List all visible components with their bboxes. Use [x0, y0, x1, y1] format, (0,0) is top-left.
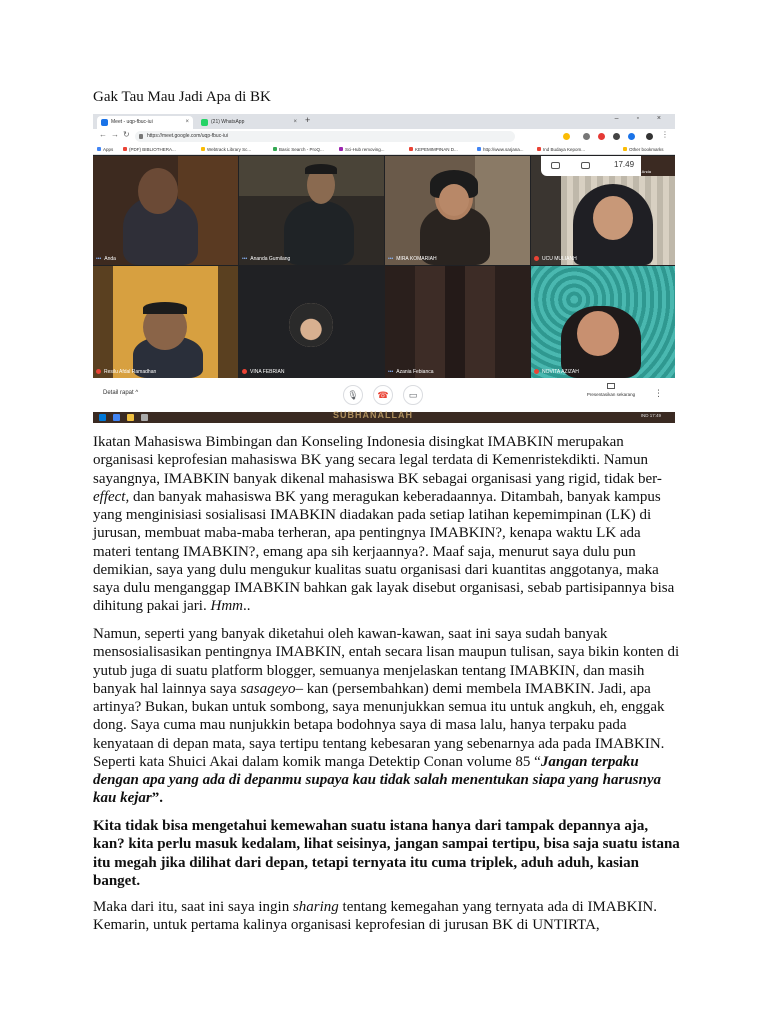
extension-icon[interactable] [598, 133, 605, 140]
participant-name: NOVITA AZIZAH [542, 369, 579, 375]
bookmarks-bar [93, 144, 675, 155]
text-run-italic: sharing [292, 899, 339, 915]
bookmark-item[interactable]: Ind Budaya Kepom... [537, 144, 585, 155]
menu-icon[interactable]: ⋮ [661, 130, 669, 139]
window-controls[interactable]: – ▫ × [614, 115, 669, 122]
forward-icon[interactable]: → [111, 130, 119, 139]
article-paragraph-3: Kita tidak bisa mengetahui kemewahan suatu istana hanya dari tampak depannya aja, kan? kita perlu masuk kedalam, lihat seisinya, jangan sampai tertipu, bisa saja suatu istana itu megah jika dilihat dari depan, tetapi ternyata itu cuma triplek, aduh aduh, kasian banget. [93, 818, 680, 889]
folder-taskbar-icon[interactable] [127, 414, 134, 421]
extension-icon[interactable] [583, 133, 590, 140]
bookmark-item[interactable]: http://www.sarjana... [477, 144, 524, 155]
chrome-taskbar-icon[interactable] [113, 414, 120, 421]
whatsapp-favicon-icon [201, 119, 208, 126]
participant-name: MIRA KOMARIAH [396, 256, 437, 262]
participant-tile[interactable]: ••• MIRA KOMARIAH [385, 156, 530, 265]
end-call-icon[interactable]: ☎ [373, 385, 393, 405]
url-field[interactable] [135, 131, 515, 142]
article-paragraph-4 [93, 898, 680, 935]
quote-text: Jangan terpaku dengan apa yang ada di depanmu supaya kau tidak salah menentukan siapa yang harusnya kau kejar [93, 753, 662, 807]
text-run: Namun, seperti yang banyak diketahui oleh kawan-kawan, saat ini saya sudah banyak mensosialisasikan pentingnya IMABKIN, entah secara lisan maupun tulisan, saya bikin konten di yutub juga di suatu platform blogger, semuanya menjelaskan tentang IMABKIN, dan masih banyak hal lainnya saya [93, 626, 680, 697]
text-run-italic: effect, [93, 488, 130, 505]
participant-grid [93, 156, 675, 378]
wallpaper-watermark: SUBHANALLAH [333, 410, 413, 420]
star-icon[interactable] [563, 133, 570, 140]
new-tab-button[interactable]: + [305, 115, 311, 125]
participant-name: UCU MULIANH [542, 256, 577, 262]
bookmark-item[interactable]: Other bookmarks [623, 144, 664, 155]
profile-avatar[interactable] [646, 133, 653, 140]
self-name: Anda [641, 169, 651, 174]
tab-label: (21) WhatsApp [211, 119, 245, 125]
meeting-details-button[interactable]: Detail rapat ^ [103, 390, 139, 396]
extension-icon[interactable] [628, 133, 635, 140]
bookmark-item[interactable]: Webtrack Library Sc... [201, 144, 251, 155]
participant-tile[interactable] [239, 266, 384, 378]
meeting-time: 17.49 [614, 160, 635, 169]
windows-taskbar [93, 412, 675, 423]
participant-name: Resilu Afdal Ramadhan [104, 369, 157, 375]
system-tray: IND 17:49 [640, 413, 661, 418]
bookmark-item[interactable]: (PDF) BIBLIOTHERA... [123, 144, 176, 155]
article-paragraph-1 [93, 433, 680, 616]
text-run: .. [242, 598, 251, 615]
browser-tab-meet[interactable] [97, 116, 193, 129]
text-run-italic: Hmm [210, 598, 243, 615]
more-options-icon[interactable]: ⋮ [654, 388, 663, 398]
participant-tile[interactable] [93, 266, 238, 378]
participant-name: Azania Febianca [396, 369, 434, 375]
tab-label: Meet - uqp-fbuc-iui [111, 119, 153, 125]
extension-icon[interactable] [613, 133, 620, 140]
text-run: Maka dari itu, saat ini saya ingin [93, 899, 293, 915]
participant-tile[interactable] [531, 266, 675, 378]
url-text: https://meet.google.com/uqp-fbuc-iui [147, 133, 228, 139]
meet-screenshot [93, 114, 675, 423]
lock-icon [139, 134, 143, 139]
text-run: ”. [151, 790, 164, 807]
text-run: dan banyak mahasiswa BK yang meragukan keberadaannya. Ditambah, banyak kampus yang menginisiasi sosialisasi IMABKIN diadakan pada setiap latihan kepemimpinan (LK) di jurusan, membuat maba-maba terheran, apa pentingnya IMABKIN?, kenapa waktu LK ada materi tentang IMABKIN?, emang apa sih kerjaannya?. Maaf saja, menurut saya dulu pun demikian, saya yang dulu mengukur kualitas suatu organisasi dari kuantitas anggotanya, maka saya dulu menganggap IMABKIN bahkan gak layak disebut organisasi, sebab partisipannya bisa dihitung pakai jari. [93, 488, 675, 615]
text-run-italic: sasageyo [240, 680, 296, 697]
close-icon[interactable]: × [293, 119, 297, 125]
bookmark-item[interactable]: Basic Search - ProQ... [273, 144, 324, 155]
bookmark-item[interactable]: Apps [97, 144, 113, 155]
participant-name: Ananda Gumilang [250, 256, 291, 262]
windows-start-icon[interactable] [99, 414, 106, 421]
participant-tile[interactable]: ••• Ananda Gumilang [239, 156, 384, 265]
participant-tile[interactable]: ••• Anda [93, 156, 238, 265]
text-run: Ikatan Mahasiswa Bimbingan dan Konseling Indonesia disingkat IMABKIN merupakan organisasi keprofesian mahasiswa BK yang secara legal terdata di Kemenristekdikti. Namun sayangnya, IMABKIN banyak dikenal mahasiswa BK sebagai organisasi yang rigid, tidak ber- [93, 434, 662, 487]
bookmark-item[interactable]: Sci-Hub removing... [339, 144, 385, 155]
browser-tab-whatsapp[interactable] [197, 116, 301, 129]
meet-control-bar [93, 378, 675, 412]
mic-icon[interactable]: 🎙 [343, 385, 363, 405]
camera-icon[interactable]: ▭ [403, 385, 423, 405]
back-icon[interactable]: ← [99, 130, 107, 139]
chat-icon[interactable] [581, 162, 590, 169]
app-taskbar-icon[interactable] [141, 414, 148, 421]
present-label: Presentasikan sekarang [586, 392, 636, 397]
text-run: tentang kemegahan yang ternyata ada di IMABKIN. Kemarin, untuk pertama kalinya organisasi keprofesian di jurusan BK di UNTIRTA, [93, 899, 658, 934]
article-paragraph-2 [93, 625, 680, 808]
participant-tile[interactable]: ••• Azania Febianca [385, 266, 530, 378]
present-now-button[interactable] [581, 383, 641, 397]
participant-name: Anda [104, 256, 116, 262]
bookmark-item[interactable]: KEPEMIMPINAN D... [409, 144, 458, 155]
close-icon[interactable]: × [185, 119, 189, 125]
browser-tab-bar [93, 114, 675, 129]
meet-favicon-icon [101, 119, 108, 126]
participant-name: VINA FEBRIAN [250, 369, 285, 375]
people-icon[interactable] [551, 162, 560, 169]
meet-top-overlay [541, 156, 675, 176]
reload-icon[interactable]: ↻ [123, 130, 130, 139]
text-run: – kan (persembahkan) demi membela IMABKIN. Jadi, apa artinya? Bukan, bukan untuk sombong, saya menunjukkan semua itu untuk angkuh, eh, enggak dong. Saya cuma mau nunjukkin betapa bodohnya saya di masa lalu, hanya terpaku pada kenyataan di depan mata, saya tertipu tentang kebesaran yang sebenarnya ada pada IMABKIN. Seperti kata Shuici Akai dalam komik manga Detektip Conan volume 85 “ [93, 680, 665, 770]
address-bar-row [93, 129, 675, 144]
document-title: Gak Tau Mau Jadi Apa di BK [93, 89, 271, 105]
present-icon [607, 383, 615, 389]
